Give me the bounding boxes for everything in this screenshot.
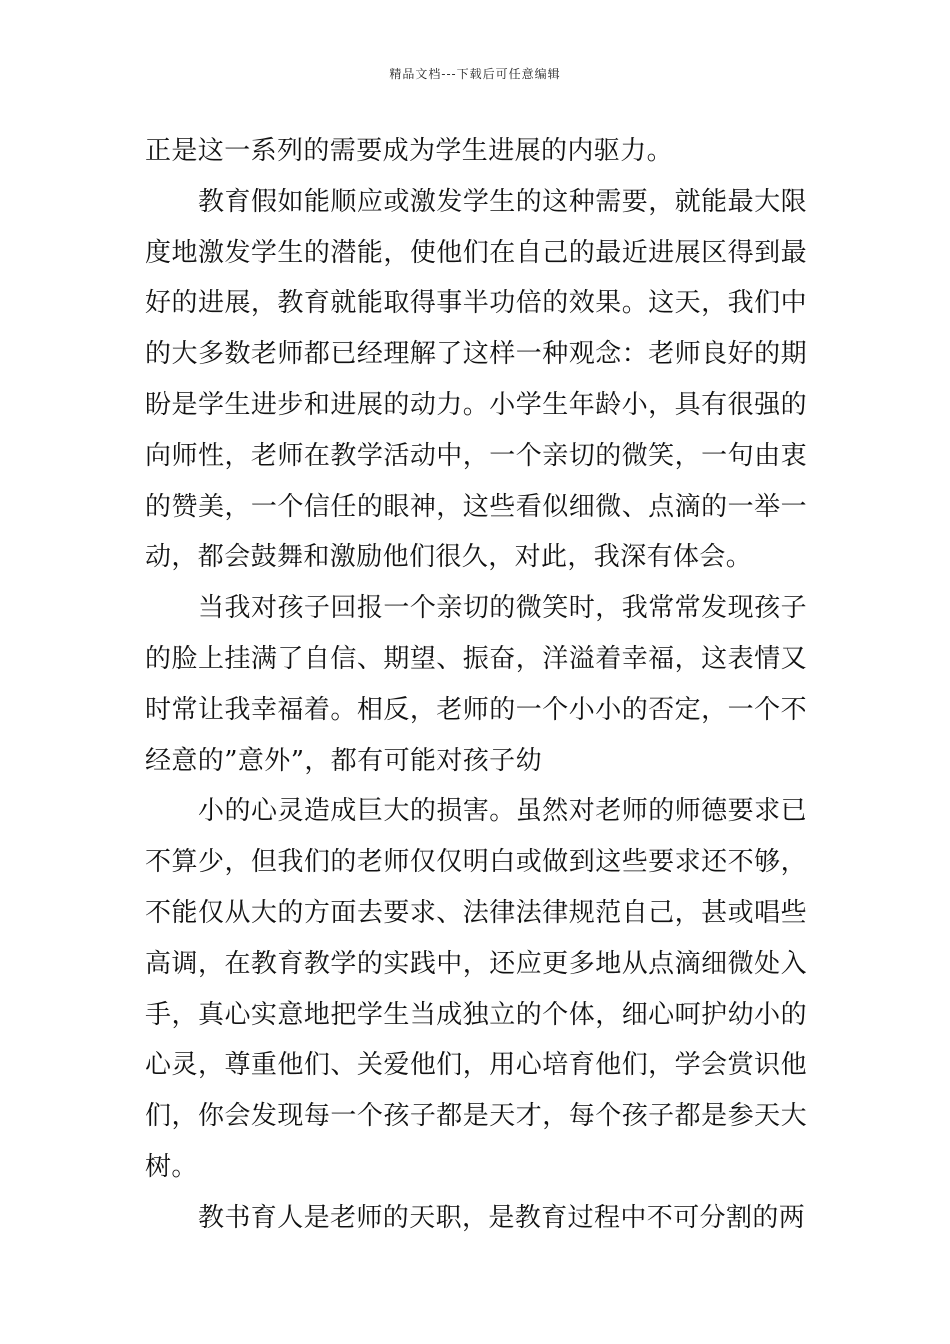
- paragraph-4: 小的心灵造成巨大的损害。虽然对老师的师德要求已不算少，但我们的老师仅仅明白或做到这些要求还不够，不能仅从大的方面去要求、法律法律规范自己，甚或唱些高调，在教育教学的实践中，还应更多地从点滴细微处入手，真心实意地把学生当成独立的个体，细心呵护幼小的心灵，尊重他们、关爱他们，用心培育他们，学会赏识他们，你会发现每一个孩子都是天才，每个孩子都是参天大树。: [145, 796, 807, 1182]
- paragraph-3: 当我对孩子回报一个亲切的微笑时，我常常发现孩子的脸上挂满了自信、期望、振奋，洋溢着幸福，这表情又时常让我幸福着。相反，老师的一个小小的否定，一个不经意的”意外”，都有可能对孩子幼: [145, 593, 807, 776]
- page-header: 精品文档---下载后可任意编辑: [389, 67, 561, 81]
- paragraph-1: 正是这一系列的需要成为学生进展的内驱力。: [145, 136, 674, 166]
- paragraph-5: 教书育人是老师的天职，是教育过程中不可分割的两: [198, 1202, 806, 1233]
- paragraph-2: 教育假如能顺应或激发学生的这种需要，就能最大限度地激发学生的潜能，使他们在自己的最近进展区得到最好的进展，教育就能取得事半功倍的效果。这天，我们中的大多数老师都已经理解了这样一种观念：老师良好的期盼是学生进步和进展的动力。小学生年龄小，具有很强的向师性，老师在教学活动中，一个亲切的微笑，一句由衷的赞美，一个信任的眼神，这些看似细微、点滴的一举一动，都会鼓舞和激励他们很久，对此，我深有体会。: [145, 186, 807, 573]
- document-body: [145, 126, 807, 1244]
